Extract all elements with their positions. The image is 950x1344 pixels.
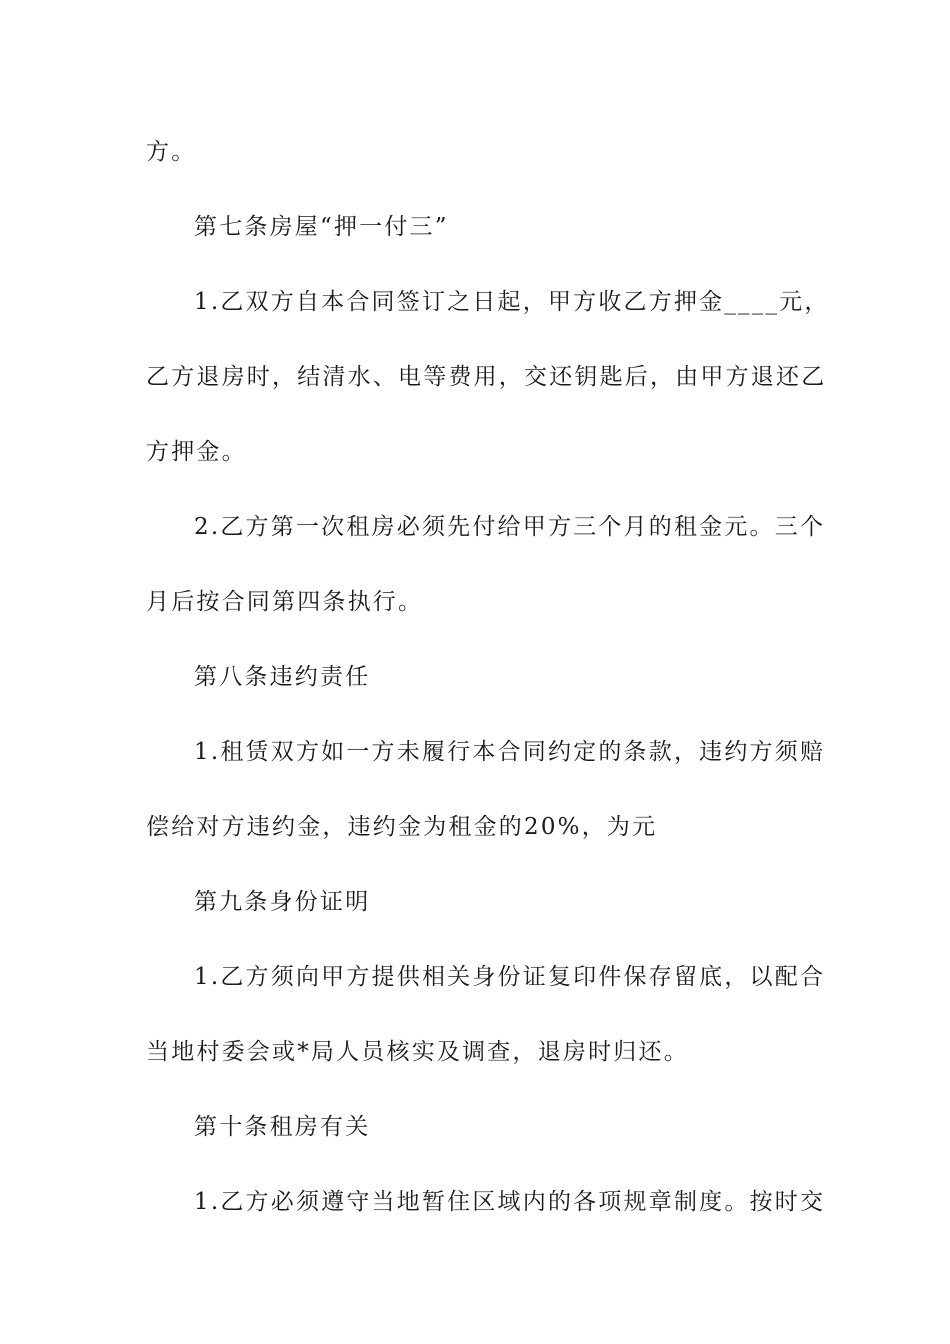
text-line: 1.乙方必须遵守当地暂住区域内的各项规章制度。按时交 (194, 1189, 826, 1215)
text-line: 1.乙方须向甲方提供相关身份证复印件保存留底，以配合 (194, 964, 826, 990)
text-line: 方押金。 (146, 439, 247, 465)
text-line: 偿给对方违约金，违约金为租金的20%，为元 (146, 814, 658, 840)
text-line: 月后按合同第四条执行。 (146, 589, 424, 615)
text-line: 1.租赁双方如一方未履行本合同约定的条款，违约方须赔 (194, 739, 826, 765)
text-line: 1.乙双方自本合同签订之日起，甲方收乙方押金____元， (194, 289, 830, 315)
section-heading: 第七条房屋“押一付三” (194, 214, 449, 240)
text-line: 2.乙方第一次租房必须先付给甲方三个月的租金元。三个 (194, 514, 826, 540)
section-heading: 第八条违约责任 (194, 664, 371, 690)
text-line: 方。 (146, 139, 197, 165)
text-line: 乙方退房时，结清水、电等费用，交还钥匙后，由甲方退还乙 (146, 364, 827, 390)
section-heading: 第十条租房有关 (194, 1114, 371, 1140)
text-line: 当地村委会或*局人员核实及调查，退房时归还。 (146, 1039, 689, 1065)
section-heading: 第九条身份证明 (194, 889, 371, 915)
